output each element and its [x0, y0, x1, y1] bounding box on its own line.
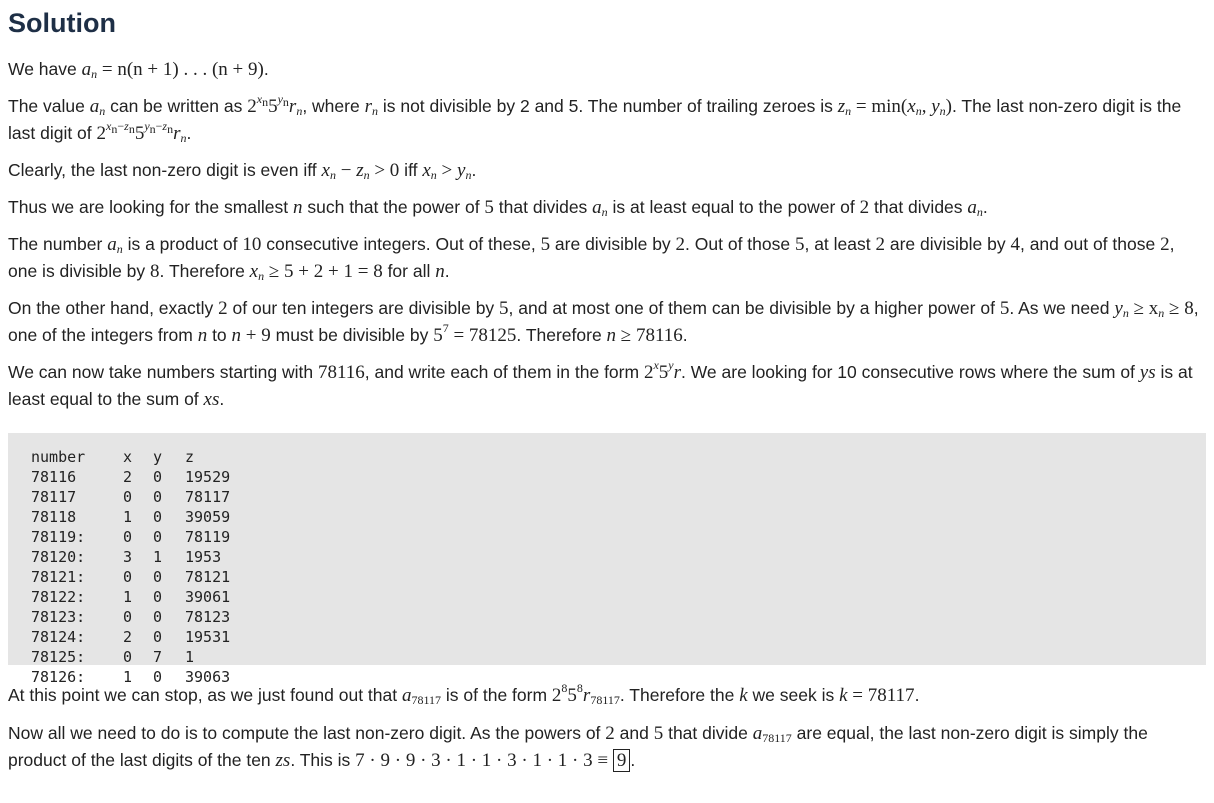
- cell-y: 0: [153, 588, 163, 606]
- paragraph-table-intro: We can now take numbers starting with 78116, and write each of them in the form 2$^x$5$^y$r. We are looking for 10 consecutive rows where the sum of ys is at least equal to the sum of xs.: [8, 358, 1193, 410]
- paragraph-value-form: The value $a_n$ can be written as $2^{x_n}5^{y_n}r_n$, where $r_n$ is not divisible by 2 and 5. The number of trailing zeroes is $z_n = \min(x_n$, $y_n$). The last non-zero digit is the last digit of $2^{x_n-z_n}5^{y_n-z_n}r_n$.: [8, 92, 1182, 145]
- cell-x: 0: [123, 648, 133, 666]
- cell-z: 19531: [185, 628, 231, 646]
- cell-number: 78119:: [31, 528, 86, 546]
- table-row: [31, 487, 230, 507]
- cell-x: 1: [123, 668, 133, 686]
- header-y: y: [153, 448, 163, 466]
- cell-z: 78123: [185, 608, 231, 626]
- cell-y: 0: [153, 628, 163, 646]
- cell-number: 78124:: [31, 628, 86, 646]
- cell-x: 1: [123, 508, 133, 526]
- cell-z: 78121: [185, 568, 231, 586]
- cell-z: 39061: [185, 588, 231, 606]
- cell-x: 0: [123, 608, 133, 626]
- cell-number: 78123:: [31, 608, 86, 626]
- cell-x: 0: [123, 568, 133, 586]
- cell-number: 78116: [31, 468, 77, 486]
- cell-y: 0: [153, 468, 163, 486]
- table-row: [31, 547, 230, 567]
- paragraph-even-condition: Clearly, the last non-zero digit is even iff $x_n - z_n > 0$ iff $x_n > y_n$.: [8, 160, 477, 182]
- table-row: [31, 567, 230, 587]
- cell-z: 19529: [185, 468, 231, 486]
- table-row: [31, 527, 230, 547]
- cell-z: 39063: [185, 668, 231, 686]
- header-z: z: [185, 448, 195, 466]
- header-number: number: [31, 448, 86, 466]
- cell-z: 78119: [185, 528, 231, 546]
- paragraph-an-definition: We have $a_n = n(n + 1)$ . . . (n + 9).: [8, 59, 269, 81]
- cell-number: 78120:: [31, 548, 86, 566]
- paragraph-power-of-five: On the other hand, exactly 2 of our ten integers are divisible by 5, and at most one of them can be divisible by a higher power of 5. As we need $y_n \ge x_n \ge 8$, one of the integers from n to n + 9 must be divisible by $5^7 = 78125$. Therefore n ≥ 78116.: [8, 298, 1199, 346]
- table-row: [31, 627, 230, 647]
- cell-x: 1: [123, 588, 133, 606]
- cell-number: 78117: [31, 488, 77, 506]
- cell-y: 0: [153, 488, 163, 506]
- cell-z: 1: [185, 648, 195, 666]
- cell-number: 78126:: [31, 668, 86, 686]
- table-row: [31, 647, 230, 667]
- table-header-row: [31, 447, 230, 467]
- cell-x: 3: [123, 548, 133, 566]
- table-row: [31, 607, 230, 627]
- cell-x: 2: [123, 628, 133, 646]
- cell-y: 0: [153, 568, 163, 586]
- paragraph-final-answer: Now all we need to do is to compute the last non-zero digit. As the powers of 2 and 5 that divide $a_{78117}$ are equal, the last non-zero digit is simply the product of the last digits of the ten zs. This is 7 · 9 · 9 · 3 · 1 · 1 · 3 · 1 · 1 · 3 ≡ 9 .: [8, 723, 1148, 771]
- cell-y: 0: [153, 668, 163, 686]
- cell-x: 2: [123, 468, 133, 486]
- factorization-table: [8, 433, 1206, 686]
- paragraph-power-of-two: The number $a_n$ is a product of 10 consecutive integers. Out of these, 5 are divisible by 2. Out of those 5, at least 2 are divisible by 4, and out of those 2, one is divisible by 8. Therefore $x_n \ge 5 + 2 + 1 = 8$ for all n.: [8, 234, 1175, 283]
- cell-number: 78121:: [31, 568, 86, 586]
- solution-heading: Solution: [8, 8, 116, 38]
- paragraph-conclusion-k: At this point we can stop, as we just found out that $a_{78117}$ is of the form $2^85^8r_{78117}$. Therefore the k we seek is k = 78117.: [8, 681, 920, 707]
- cell-number: 78118: [31, 508, 77, 526]
- table-row: [31, 467, 230, 487]
- paragraph-goal: Thus we are looking for the smallest n such that the power of 5 that divides $a_n$ is at least equal to the power of 2 that divides $a_n$.: [8, 197, 988, 219]
- cell-number: 78125:: [31, 648, 86, 666]
- cell-y: 7: [153, 648, 163, 666]
- cell-number: 78122:: [31, 588, 86, 606]
- cell-x: 0: [123, 488, 133, 506]
- cell-y: 0: [153, 508, 163, 526]
- header-x: x: [123, 448, 133, 466]
- cell-z: 39059: [185, 508, 231, 526]
- cell-x: 0: [123, 528, 133, 546]
- cell-z: 1953: [185, 548, 222, 566]
- cell-y: 1: [153, 548, 163, 566]
- cell-z: 78117: [185, 488, 231, 506]
- cell-y: 0: [153, 608, 163, 626]
- cell-y: 0: [153, 528, 163, 546]
- answer-box: 9: [613, 749, 631, 772]
- table-row: [31, 587, 230, 607]
- table-row: [31, 507, 230, 527]
